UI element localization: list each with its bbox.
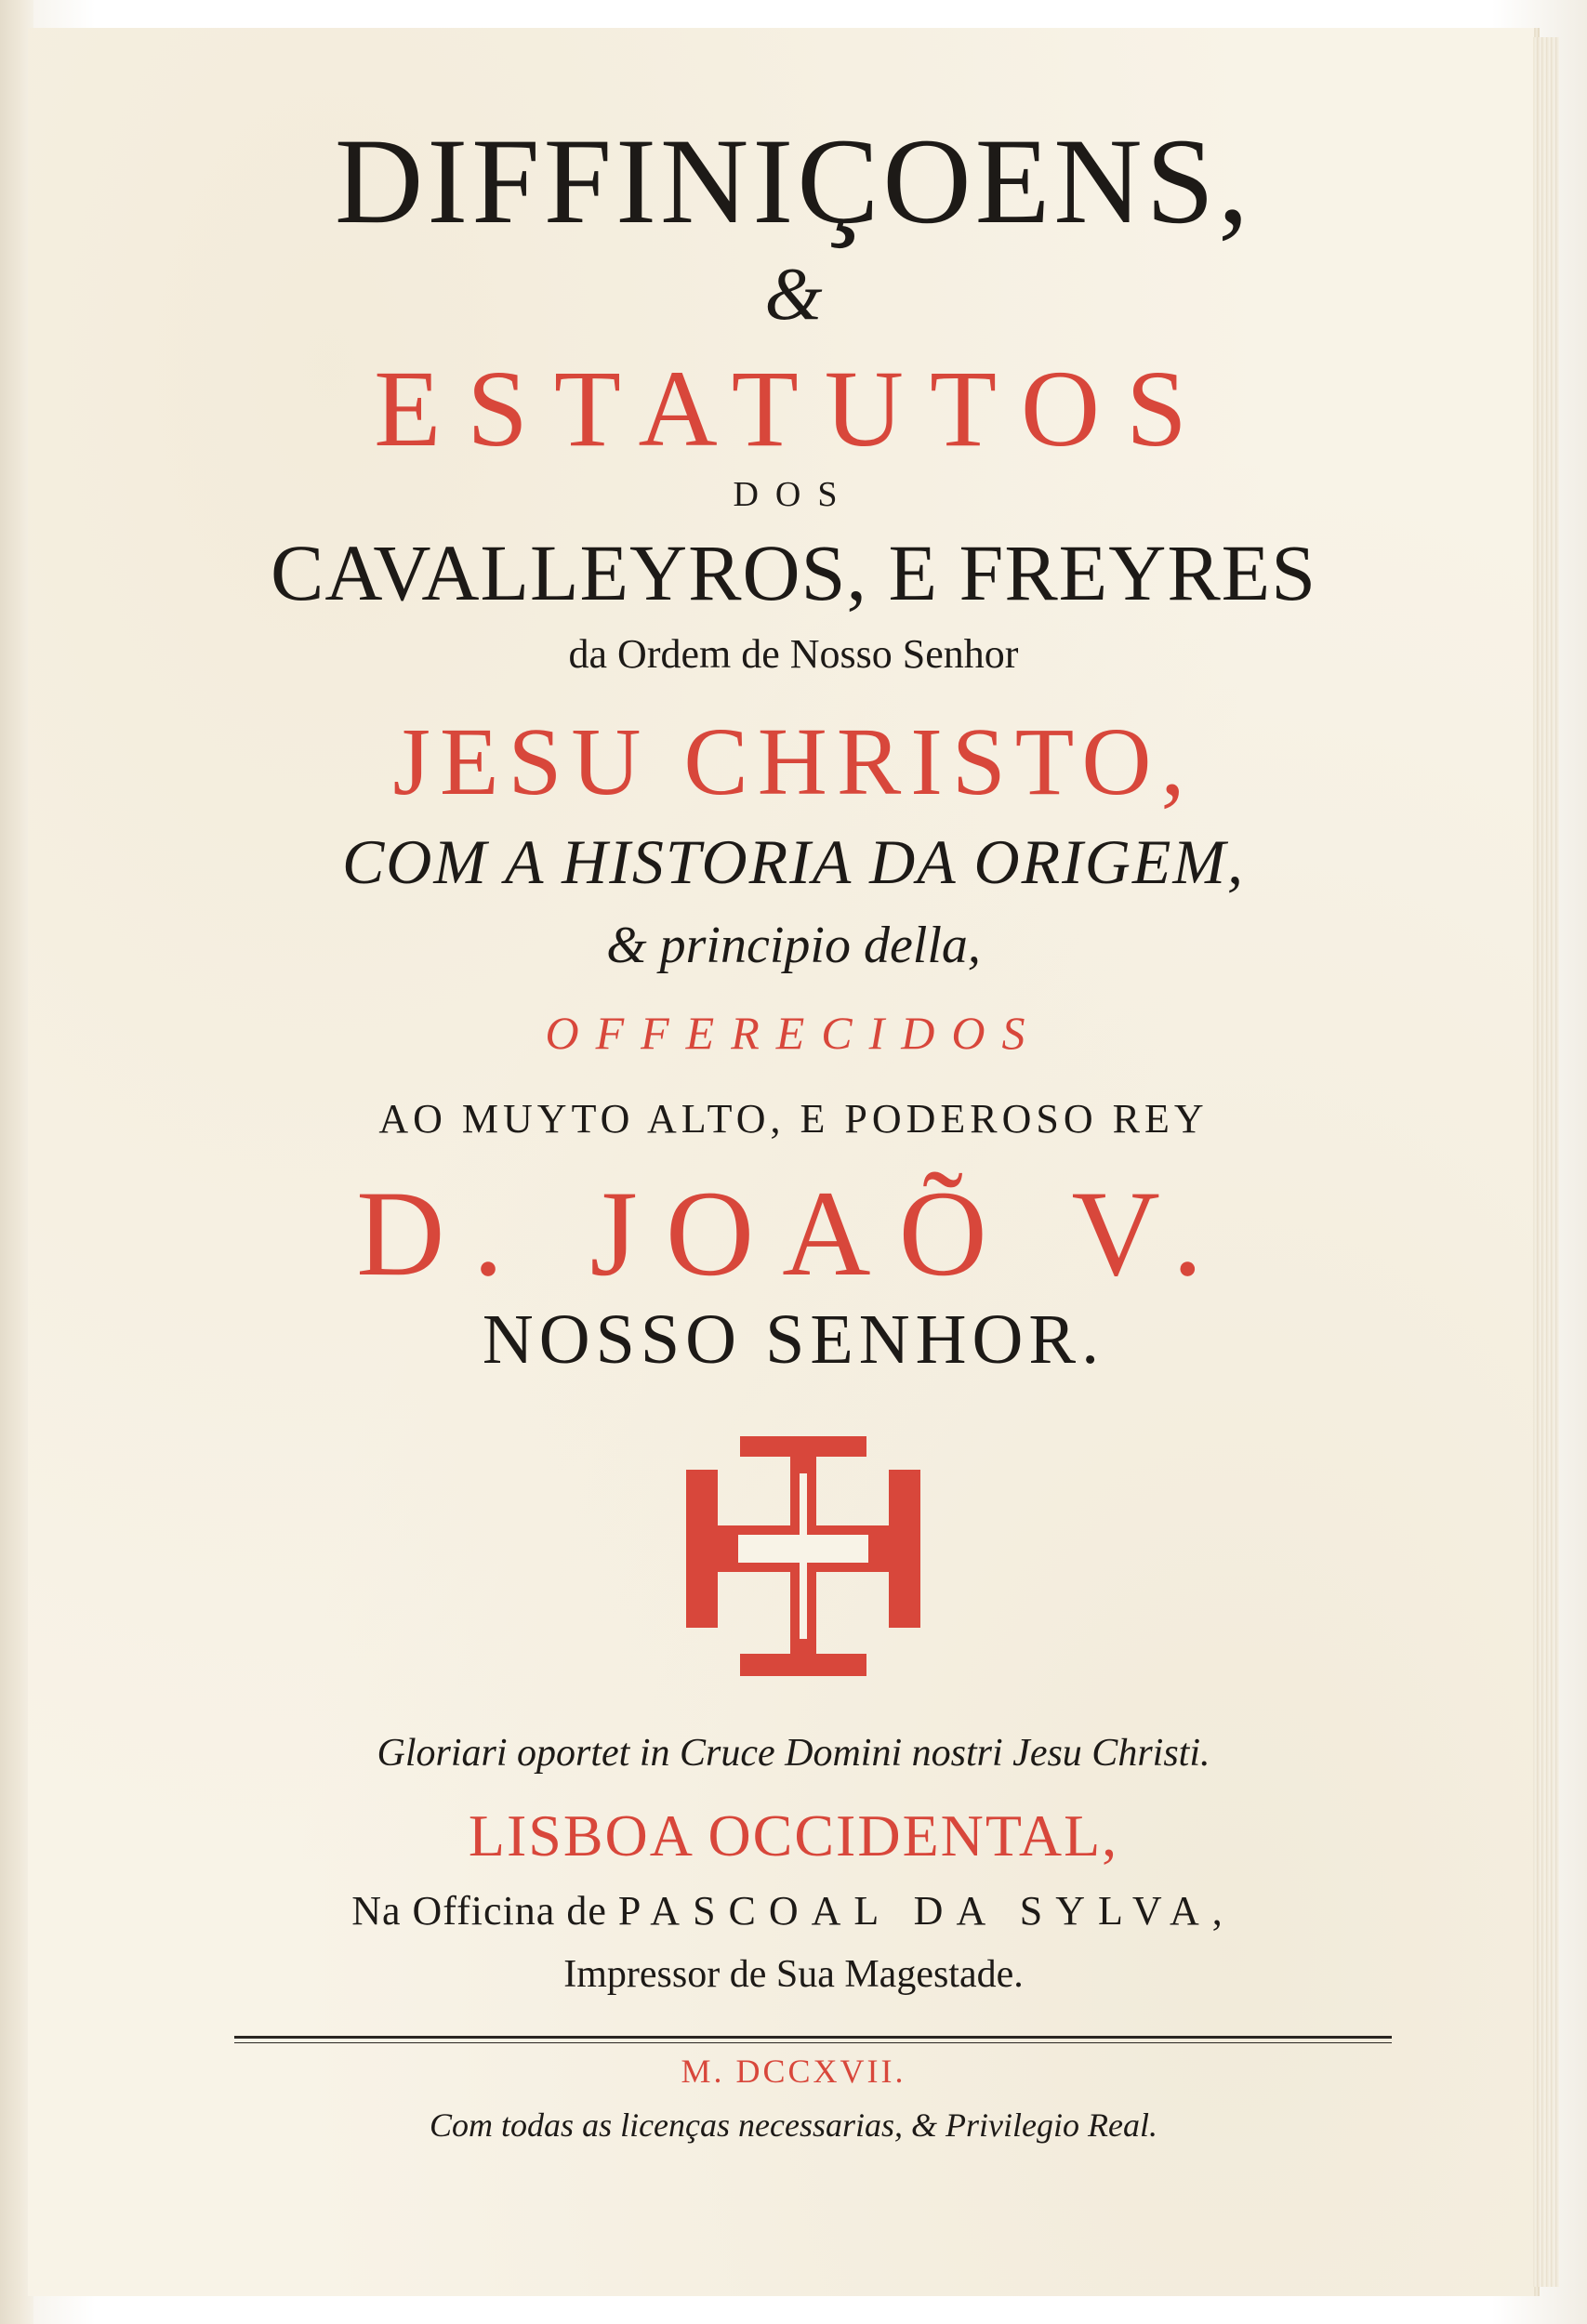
- officina-prefix: Na Officina de: [351, 1888, 607, 1934]
- divider-rule: [234, 2036, 1392, 2039]
- ampersand-line: &: [764, 254, 823, 336]
- city-line: LISBOA OCCIDENTAL,: [468, 1802, 1119, 1868]
- year-line: M. DCCXVII.: [681, 2053, 906, 2090]
- historia-line: COM A HISTORIA DA ORIGEM,: [341, 826, 1246, 897]
- estatutos-line: ESTATUTOS: [374, 348, 1213, 469]
- impressor-line: Impressor de Sua Magestade.: [563, 1953, 1024, 1996]
- cavalleyros-line: CAVALLEYROS, E FREYRES: [270, 528, 1317, 617]
- king-name-line: D. JOAÕ V.: [356, 1165, 1231, 1301]
- principio-line: & principio della,: [606, 917, 981, 974]
- cross-inner-white: [738, 1473, 868, 1639]
- motto-line: Gloriari oportet in Cruce Domini nostri Jesu Christi.: [377, 1732, 1210, 1775]
- title-line: DIFFINIÇOENS,: [334, 112, 1253, 249]
- order-of-christ-cross-icon: [686, 1436, 920, 1676]
- nosso-senhor-line: NOSSO SENHOR.: [482, 1301, 1105, 1379]
- licencas-line: Com todas as licenças necessarias, & Privilegio Real.: [430, 2106, 1157, 2144]
- officina-line: [0, 1887, 1587, 1934]
- ordem-line: da Ordem de Nosso Senhor: [568, 631, 1019, 677]
- dos-line: DOS: [733, 475, 854, 514]
- printer-name: PASCOAL DA SYLVA,: [617, 1888, 1236, 1934]
- divider-rule-thin: [234, 2042, 1392, 2043]
- offerecidos-line: OFFERECIDOS: [545, 1007, 1042, 1059]
- jesu-christo-line: JESU CHRISTO,: [392, 708, 1195, 815]
- muyto-alto-line: AO MUYTO ALTO, E PODEROSO REY: [378, 1096, 1209, 1142]
